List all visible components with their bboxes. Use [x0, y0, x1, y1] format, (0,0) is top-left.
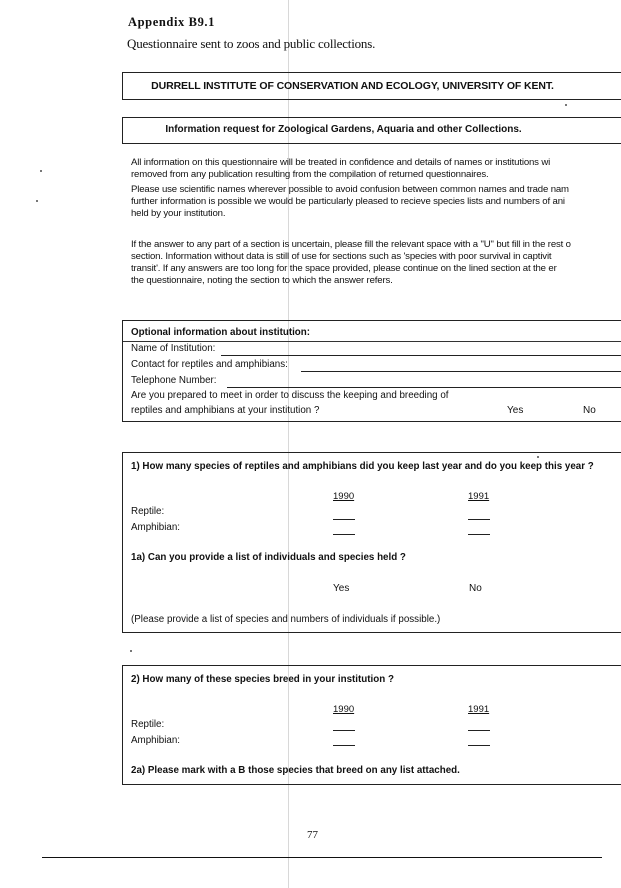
question-2a-title: 2a) Please mark with a B those species that breed on any list attached.: [131, 765, 460, 776]
meet-question-line2: reptiles and amphibians at your institution ?: [131, 405, 320, 416]
question-1-section: [122, 452, 621, 633]
amphibian-1991-field[interactable]: [468, 745, 490, 746]
amphibian-1991-field[interactable]: [468, 534, 490, 535]
scientific-names-paragraph: [131, 184, 621, 220]
document-subtitle: Questionnaire sent to zoos and public collections.: [127, 36, 376, 51]
reptile-1991-field[interactable]: [468, 730, 490, 731]
list-yes-option[interactable]: Yes: [333, 583, 350, 594]
paragraph-line: transit'. If any answers are too long for the space provided, please continue on the lined section at the er: [131, 263, 557, 274]
paragraph-line: held by your institution.: [131, 208, 226, 219]
institute-header: [122, 72, 621, 100]
uncertain-answers-paragraph: [131, 239, 621, 287]
request-header-text: Information request for Zoological Gardens, Aquaria and other Collections.: [165, 124, 522, 135]
question-1-title: 1) How many species of reptiles and amphibians did you keep last year and do you keep this year ?: [131, 461, 594, 472]
footer-rule: [42, 857, 602, 858]
optional-info-section: [122, 320, 621, 422]
paragraph-line: Please use scientific names wherever possible to avoid confusion between common names and trade nam: [131, 184, 569, 195]
scan-speck: [40, 170, 42, 172]
divider: [123, 341, 621, 342]
amphibian-1990-field[interactable]: [333, 534, 355, 535]
reptile-label: Reptile:: [131, 719, 165, 730]
optional-info-title: Optional information about institution:: [131, 327, 311, 338]
telephone-label: Telephone Number:: [131, 375, 217, 386]
paragraph-line: All information on this questionnaire will be treated in confidence and details of names or institutions wi: [131, 157, 551, 168]
contact-label: Contact for reptiles and amphibians:: [131, 359, 288, 370]
paragraph-line: If the answer to any part of a section is uncertain, please fill the relevant space with a "U" but fill in the rest o: [131, 239, 571, 250]
meet-yes-option[interactable]: Yes: [507, 405, 524, 416]
contact-field[interactable]: [301, 371, 621, 372]
institution-name-label: Name of Institution:: [131, 343, 216, 354]
amphibian-1990-field[interactable]: [333, 745, 355, 746]
meet-no-option[interactable]: No: [583, 405, 596, 416]
question-1a-title: 1a) Can you provide a list of individuals and species held ?: [131, 552, 406, 563]
year-1990-header: 1990: [333, 704, 355, 715]
year-1990-header: 1990: [333, 491, 355, 502]
reptile-1991-field[interactable]: [468, 519, 490, 520]
paragraph-line: section. Information without data is still of use for sections such as 'species with poor survival in captivit: [131, 251, 552, 262]
scan-speck: [130, 650, 132, 652]
page-number: 77: [307, 829, 318, 841]
question-2-title: 2) How many of these species breed in your institution ?: [131, 674, 394, 685]
reptile-label: Reptile:: [131, 506, 165, 517]
institute-header-text: DURRELL INSTITUTE OF CONSERVATION AND ECOLOGY, UNIVERSITY OF KENT.: [151, 80, 554, 92]
list-note: (Please provide a list of species and numbers of individuals if possible.): [131, 614, 441, 625]
year-1991-header: 1991: [468, 704, 490, 715]
question-2-section: [122, 665, 621, 785]
confidentiality-paragraph: [131, 157, 621, 181]
reptile-1990-field[interactable]: [333, 519, 355, 520]
paragraph-line: further information is possible we would be particularly pleased to recieve species lists and numbers of ani: [131, 196, 565, 207]
amphibian-label: Amphibian:: [131, 735, 181, 746]
appendix-label: Appendix B9.1: [128, 15, 215, 29]
year-1991-header: 1991: [468, 491, 490, 502]
scan-speck: [565, 104, 567, 106]
meet-question-line1: Are you prepared to meet in order to discuss the keeping and breeding of: [131, 390, 449, 401]
paragraph-line: removed from any publication resulting from the compilation of returned questionnaires.: [131, 169, 489, 180]
telephone-field[interactable]: [227, 387, 621, 388]
list-no-option[interactable]: No: [469, 583, 482, 594]
institution-name-field[interactable]: [221, 355, 621, 356]
request-header: [122, 117, 621, 144]
amphibian-label: Amphibian:: [131, 522, 181, 533]
scan-speck: [36, 200, 38, 202]
reptile-1990-field[interactable]: [333, 730, 355, 731]
paragraph-line: the questionnaire, noting the section to which the answer refers.: [131, 275, 393, 286]
